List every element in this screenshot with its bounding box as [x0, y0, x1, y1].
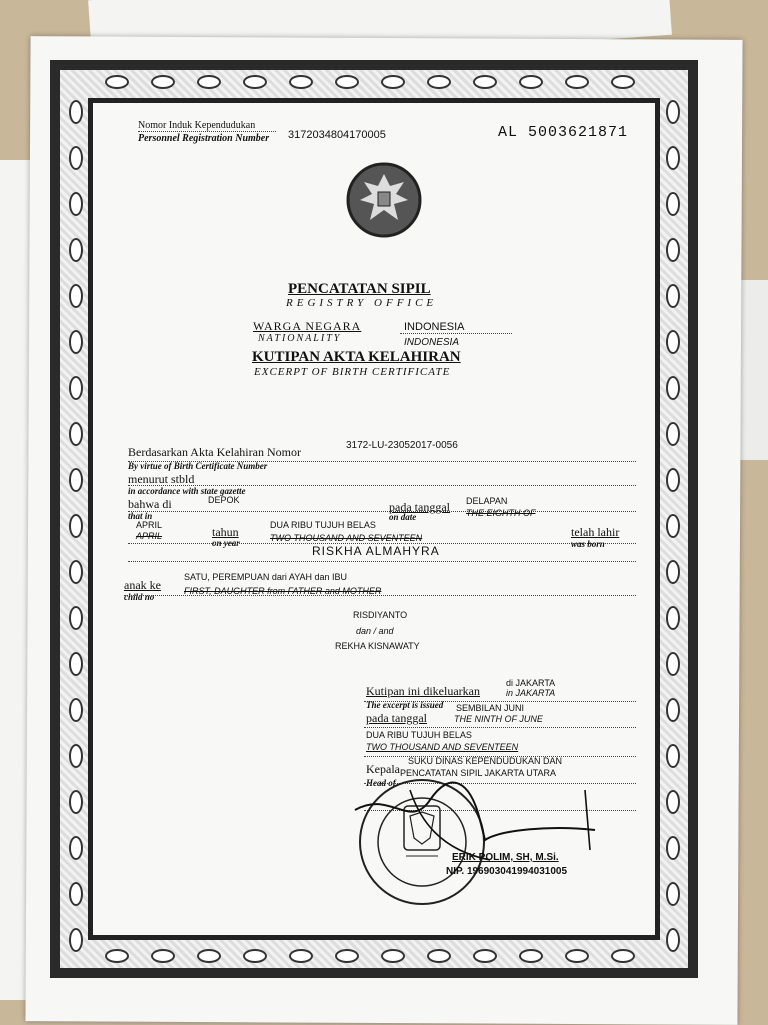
border-ornament-icon — [666, 100, 680, 124]
border-ornament-icon — [666, 928, 680, 952]
issued-place-id: di JAKARTA — [506, 678, 556, 688]
border-ornament-icon — [289, 949, 313, 963]
border-ornament-icon — [473, 949, 497, 963]
border-ornament-icon — [105, 75, 129, 89]
border-ornament-icon — [666, 376, 680, 400]
border-ornament-icon — [69, 192, 83, 216]
border-ornament-icon — [69, 284, 83, 308]
child-value-en: FIRST, DAUGHTER from FATHER and MOTHER — [184, 586, 382, 596]
child-underline — [124, 595, 636, 596]
nationality-label-id: WARGA NEGARA — [253, 319, 362, 333]
nationality-label-en: NATIONALITY — [258, 333, 342, 344]
border-ornament-icon — [381, 949, 405, 963]
border-ornament-icon — [611, 949, 635, 963]
issue-day-id: SEMBILAN JUNI — [456, 703, 525, 713]
border-ornament-icon — [666, 698, 680, 722]
border-ornament-icon — [69, 744, 83, 768]
border-ornament-icon — [565, 949, 589, 963]
issue-year-id: DUA RIBU TUJUH BELAS — [366, 730, 472, 740]
issue-year-en: TWO THOUSAND AND SEVENTEEN — [366, 742, 519, 752]
border-ornament-icon — [197, 949, 221, 963]
border-ornament-icon — [69, 100, 83, 124]
border-ornament-icon — [666, 744, 680, 768]
border-ornament-icon — [335, 75, 359, 89]
date-day-en: THE EIGHTH OF — [466, 508, 536, 518]
nationality-underline — [400, 333, 512, 334]
border-ornament-icon — [69, 376, 83, 400]
born-label-en: was born — [571, 539, 605, 549]
border-ornament-icon — [666, 560, 680, 584]
border-ornament-icon — [197, 75, 221, 89]
border-ornament-icon — [69, 652, 83, 676]
border-ornament-icon — [69, 514, 83, 538]
issued-label-en: The excerpt is issued — [366, 700, 444, 710]
reg-underline — [138, 131, 276, 132]
border-ornament-icon — [69, 836, 83, 860]
doc-title-id: KUTIPAN AKTA KELAHIRAN — [252, 349, 461, 365]
and-text: dan / and — [356, 626, 394, 636]
border-ornament-icon — [666, 146, 680, 170]
border-ornament-icon — [69, 238, 83, 262]
head-label-id: Kepala — [366, 762, 400, 776]
border-ornament-icon — [105, 949, 129, 963]
reg-number: 3172034804170005 — [288, 129, 386, 141]
border-ornament-icon — [666, 422, 680, 446]
signature — [350, 770, 600, 880]
border-ornament-icon — [565, 75, 589, 89]
border-ornament-icon — [151, 75, 175, 89]
father-name: RISDIYANTO — [353, 610, 408, 620]
border-ornament-icon — [289, 75, 313, 89]
child-label-id: anak ke — [124, 578, 161, 592]
doc-title-en: EXCERPT OF BIRTH CERTIFICATE — [254, 366, 451, 378]
border-ornament-icon — [151, 949, 175, 963]
issued-place-en: in JAKARTA — [506, 688, 556, 698]
border-ornament-icon — [427, 75, 451, 89]
border-ornament-icon — [666, 790, 680, 814]
border-ornament-icon — [666, 606, 680, 630]
border-ornament-icon — [666, 284, 680, 308]
child-value-id: SATU, PEREMPUAN dari AYAH dan IBU — [184, 572, 348, 582]
date-label-en: on date — [389, 512, 417, 522]
head-label-en: Head of — [366, 778, 396, 788]
cert-label-id: Berdasarkan Akta Kelahiran Nomor — [128, 445, 301, 459]
border-ornament-icon — [473, 75, 497, 89]
border-ornament-icon — [427, 949, 451, 963]
border-ornament-icon — [69, 698, 83, 722]
border-ornament-icon — [519, 75, 543, 89]
stbld-label-id: menurut stbld — [128, 472, 195, 486]
mother-name: REKHA KISNAWATY — [335, 641, 420, 651]
title-main-en: REGISTRY OFFICE — [286, 297, 438, 309]
child-label-en: child no — [124, 592, 155, 602]
office-line-2: PENCATATAN SIPIL JAKARTA UTARA — [400, 768, 557, 778]
border-ornament-icon — [243, 75, 267, 89]
born-label-id: telah lahir — [571, 525, 620, 539]
border-ornament-icon — [69, 790, 83, 814]
month-id: APRIL — [136, 520, 163, 530]
border-ornament-icon — [69, 928, 83, 952]
name-underline — [128, 561, 636, 562]
cert-label-en: By virtue of Birth Certificate Number — [128, 461, 268, 471]
date-label-id: pada tanggal — [389, 500, 450, 514]
issue-date-underline — [364, 727, 636, 728]
issue-day-en: THE NINTH OF JUNE — [454, 714, 543, 724]
official-nip: NIP. 196903041994031005 — [446, 866, 568, 877]
reg-label-id: Nomor Induk Kependudukan — [138, 120, 256, 131]
serial-number: AL 5003621871 — [498, 124, 629, 141]
year-label-en: on year — [212, 538, 240, 548]
stbld-label-en: in accordance with state gazette — [128, 486, 246, 496]
reg-label-en: Personnel Registration Number — [138, 133, 270, 144]
border-ornament-icon — [243, 949, 267, 963]
border-ornament-icon — [666, 882, 680, 906]
border-ornament-icon — [335, 949, 359, 963]
issue-date-label: pada tanggal — [366, 711, 427, 725]
garuda-emblem-icon — [346, 162, 422, 238]
border-ornament-icon — [666, 192, 680, 216]
official-name: ERIK POLIM, SH, M.Si. — [452, 852, 559, 863]
border-ornament-icon — [666, 836, 680, 860]
border-ornament-icon — [519, 949, 543, 963]
issued-label-id: Kutipan ini dikeluarkan — [366, 684, 480, 698]
year-id: DUA RIBU TUJUH BELAS — [270, 520, 376, 530]
year-en: TWO THOUSAND AND SEVENTEEN — [270, 533, 423, 543]
month-en: APRIL — [136, 531, 163, 541]
office-line-1: SUKU DINAS KEPENDUDUKAN DAN — [408, 756, 563, 766]
border-ornament-icon — [611, 75, 635, 89]
nationality-value-id: INDONESIA — [404, 321, 465, 333]
place-label-id: bahwa di — [128, 497, 172, 511]
border-ornament-icon — [666, 652, 680, 676]
border-ornament-icon — [69, 330, 83, 354]
border-ornament-icon — [69, 560, 83, 584]
border-ornament-icon — [666, 330, 680, 354]
border-ornament-icon — [69, 468, 83, 492]
place-value: DEPOK — [208, 495, 240, 505]
border-ornament-icon — [381, 75, 405, 89]
year-label-id: tahun — [212, 525, 239, 539]
border-ornament-icon — [666, 468, 680, 492]
border-ornament-icon — [69, 606, 83, 630]
border-ornament-icon — [69, 146, 83, 170]
cert-number: 3172-LU-23052017-0056 — [346, 440, 458, 451]
place-underline — [128, 511, 636, 512]
border-ornament-icon — [69, 882, 83, 906]
border-ornament-icon — [666, 514, 680, 538]
title-main-id: PENCATATAN SIPIL — [288, 281, 431, 297]
nationality-value-en: INDONESIA — [404, 337, 460, 348]
child-name: RISKHA ALMAHYRA — [312, 544, 440, 558]
date-day-id: DELAPAN — [466, 496, 508, 506]
place-label-en: that in — [128, 511, 153, 521]
border-ornament-icon — [666, 238, 680, 262]
border-ornament-icon — [69, 422, 83, 446]
